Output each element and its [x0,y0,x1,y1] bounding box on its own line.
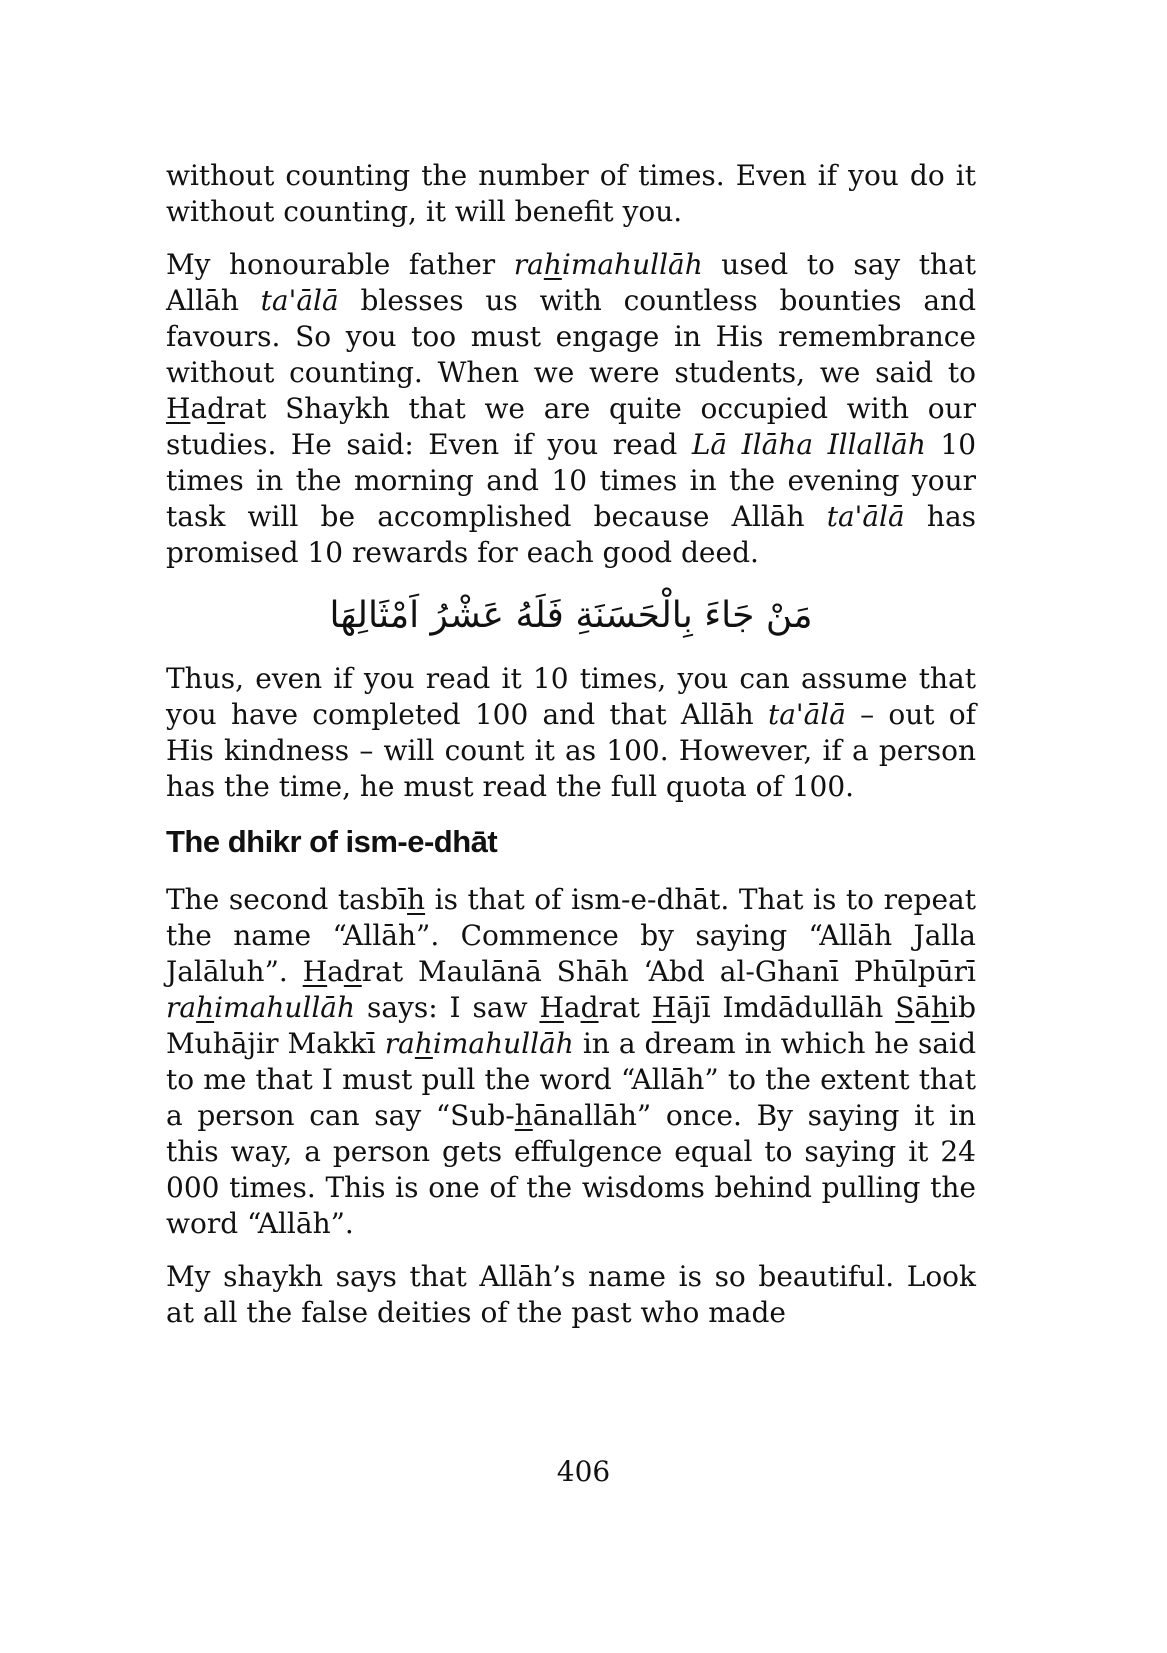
text-run: in a dream in which he said to me that I must pull the word “Allāh” to the extent that a person can say “Sub- [166,1027,976,1132]
text-run: a [190,392,208,425]
text-run: a [327,955,344,988]
text-run: imahullāh [432,1027,574,1060]
text-run: rat Shaykh that we are quite occupied with our studies. He said: Even if you read [166,392,976,461]
text-run: d [207,392,226,425]
text-run: a [563,991,581,1024]
text-run: 10 times in the morning and 10 times in the evening your task will be accomplished because Allāh [166,428,977,533]
text-run: H [539,991,564,1024]
text-run: H [166,392,191,425]
text-run: ra [513,248,544,281]
text-run: – out of His kindness – will count it as 100. However, if a person has the time, he must read the full quota of 100. [166,698,976,803]
text-run: blesses us with countless bounties and favours. So you too must engage in His remembrance without counting. When we were students, we said to [166,284,976,389]
paragraph-5 [166,1259,976,1331]
text-run: H [651,991,677,1024]
text-run: My honourable father [166,248,514,281]
text-run: has promised 10 rewards for each good deed. [166,500,977,569]
text-run: ra [384,1027,415,1060]
text-run: says: I saw [355,991,540,1024]
text-run: The second tasbī [166,883,408,916]
text-run: ā [914,991,932,1024]
text-run: rat [598,991,652,1024]
text-run: h [514,1099,533,1132]
text-run: h [414,1027,433,1060]
text-run: without counting the number of times. Even if you do it without counting, it will benefit you. [166,159,976,228]
text-run: ta'ālā [260,284,339,317]
text-run: d [343,955,362,988]
page-number: 406 [556,1455,611,1488]
text-run: d [580,991,599,1024]
text-run: h [931,991,950,1024]
text-run: Lā Ilāha Illallāh [691,428,926,461]
text-run: h [196,991,215,1024]
text-run: imahullāh [561,248,703,281]
text-run: H [302,955,328,988]
text-run: ib Muhājir Makkī [166,991,977,1060]
text-run: S [895,991,915,1024]
text-run: ta'ālā [826,500,905,533]
text-run: h [407,883,426,916]
arabic-verse: مَنْ جَاءَ بِالْحَسَنَةِ فَلَهُ عَشْرُ اَمْثَالِهَا [329,595,813,636]
text-run: is that of ism-e-dhāt. That is to repeat the name “Allāh”. Commence by saying “Allāh Jalla Jalāluh”. [166,883,976,988]
paragraph-2 [166,247,976,571]
text-run: My shaykh says that Allāh’s name is so beautiful. Look at all the false deities of the past who made [166,1260,976,1329]
text-run: ājī Imdādullāh [676,991,896,1024]
section-heading: The dhikr of ism-e-dhāt [166,824,498,859]
text-run: imahullāh [214,991,356,1024]
text-run: Thus, even if you read it 10 times, you can assume that you have completed 100 and that Allāh [166,662,976,731]
paragraph-4 [166,882,976,1242]
text-run: ra [166,991,197,1024]
text-run: ta'ālā [767,698,846,731]
paragraph-1 [166,158,976,230]
text-run: used to say that Allāh [166,248,977,317]
text-run: rat Maulānā Shāh ‘Abd al-Ghanī Phūlpūrī [361,955,976,988]
text-run: ānallāh” once. By saying it in this way, a person gets effulgence equal to saying it 24 000 times. This is one of the wisdoms behind pulling the word “Allāh”. [166,1099,976,1240]
page-body [166,158,976,1348]
text-run: h [543,248,562,281]
paragraph-3 [166,661,976,805]
